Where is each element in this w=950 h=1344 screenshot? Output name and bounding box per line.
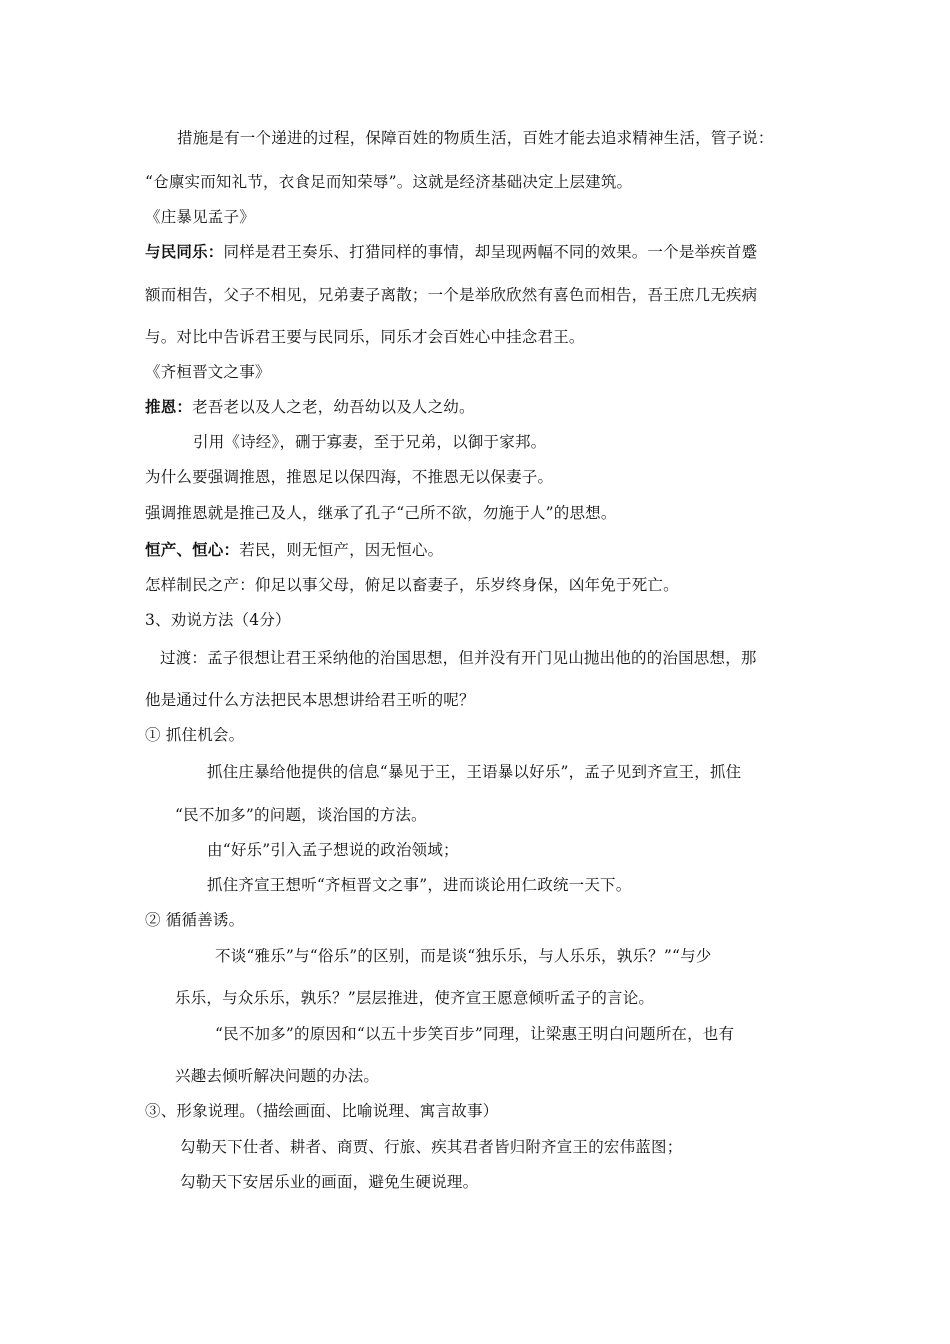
paragraph-line: 不谈“雅乐”与“俗乐”的区别，而是谈“独乐乐，与人乐乐，孰乐？”“与少 bbox=[215, 947, 712, 965]
paragraph-line: 抓住庄暴给他提供的信息“暴见于王，王语暴以好乐”，孟子见到齐宣王，抓住 bbox=[207, 763, 742, 781]
paragraph-line bbox=[145, 540, 443, 560]
paragraph-line: 额而相告，父子不相见，兄弟妻子离散；一个是举欣欣然有喜色而相告，吾王庶几无疾病 bbox=[145, 286, 758, 304]
term-text: 同样是君王奏乐、打猎同样的事情，却呈现两幅不同的效果。一个是举疾首蹙 bbox=[223, 243, 758, 261]
paragraph-line: 过渡：孟子很想让君王采纳他的治国思想，但并没有开门见山抛出他的的治国思想，那 bbox=[160, 649, 757, 667]
paragraph-line: 强调推恩就是推己及人，继承了孔子“己所不欲，勿施于人”的思想。 bbox=[145, 504, 617, 522]
term-text: 老吾老以及人之老，幼吾幼以及人之幼。 bbox=[192, 398, 475, 416]
paragraph-line: 与。对比中告诉君王要与民同乐，同乐才会百姓心中挂念君王。 bbox=[145, 328, 585, 346]
paragraph-line bbox=[145, 242, 757, 262]
paragraph-line: 措施是有一个递进的过程，保障百姓的物质生活，百姓才能去追求精神生活，管子说： bbox=[177, 129, 774, 147]
section-title: 《庄暴见孟子》 bbox=[145, 208, 255, 226]
paragraph-line: “民不加多”的问题，谈治国的方法。 bbox=[175, 806, 427, 824]
term-heading: 推恩： bbox=[145, 397, 193, 416]
paragraph-line: 勾勒天下仕者、耕者、商贾、行旅、疾其君者皆归附齐宣王的宏伟蓝图； bbox=[180, 1138, 683, 1156]
paragraph-line: “仓廪实而知礼节，衣食足而知荣辱”。这就是经济基础决定上层建筑。 bbox=[145, 173, 633, 191]
paragraph-line: 勾勒天下安居乐业的画面，避免生硬说理。 bbox=[180, 1173, 479, 1191]
term-heading: 与民同乐： bbox=[145, 242, 224, 261]
paragraph-line: 由“好乐”引入孟子想说的政治领域； bbox=[207, 841, 459, 859]
paragraph-line: 他是通过什么方法把民本思想讲给君王听的呢？ bbox=[145, 691, 475, 709]
section-title: 3、劝说方法（4分） bbox=[145, 611, 291, 629]
paragraph-line: 乐乐，与众乐乐，孰乐？”层层推进，使齐宣王愿意倾听孟子的言论。 bbox=[175, 989, 655, 1007]
term-text: 若民，则无恒产，因无恒心。 bbox=[239, 541, 444, 559]
list-heading: ① 抓住机会。 bbox=[145, 726, 245, 744]
term-heading: 恒产、恒心： bbox=[145, 540, 240, 559]
section-title: 《齐桓晋文之事》 bbox=[145, 363, 271, 381]
paragraph-line: 兴趣去倾听解决问题的办法。 bbox=[175, 1067, 380, 1085]
paragraph-line: 怎样制民之产：仰足以事父母，俯足以畜妻子，乐岁终身保，凶年免于死亡。 bbox=[145, 576, 679, 594]
list-heading: ② 循循善诱。 bbox=[145, 911, 245, 929]
paragraph-line: 抓住齐宣王想听“齐桓晋文之事”，进而谈论用仁政统一天下。 bbox=[207, 876, 632, 894]
paragraph-line: 引用《诗经》，硎于寡妻，至于兄弟，以御于家邦。 bbox=[193, 433, 547, 451]
list-heading: ③、形象说理。（描绘画面、比喻说理、寓言故事） bbox=[145, 1102, 499, 1120]
paragraph-line bbox=[145, 397, 475, 417]
paragraph-line: 为什么要强调推恩，推恩足以保四海，不推恩无以保妻子。 bbox=[145, 468, 554, 486]
paragraph-line: “民不加多”的原因和“以五十步笑百步”同理，让梁惠王明白问题所在，也有 bbox=[215, 1025, 735, 1043]
